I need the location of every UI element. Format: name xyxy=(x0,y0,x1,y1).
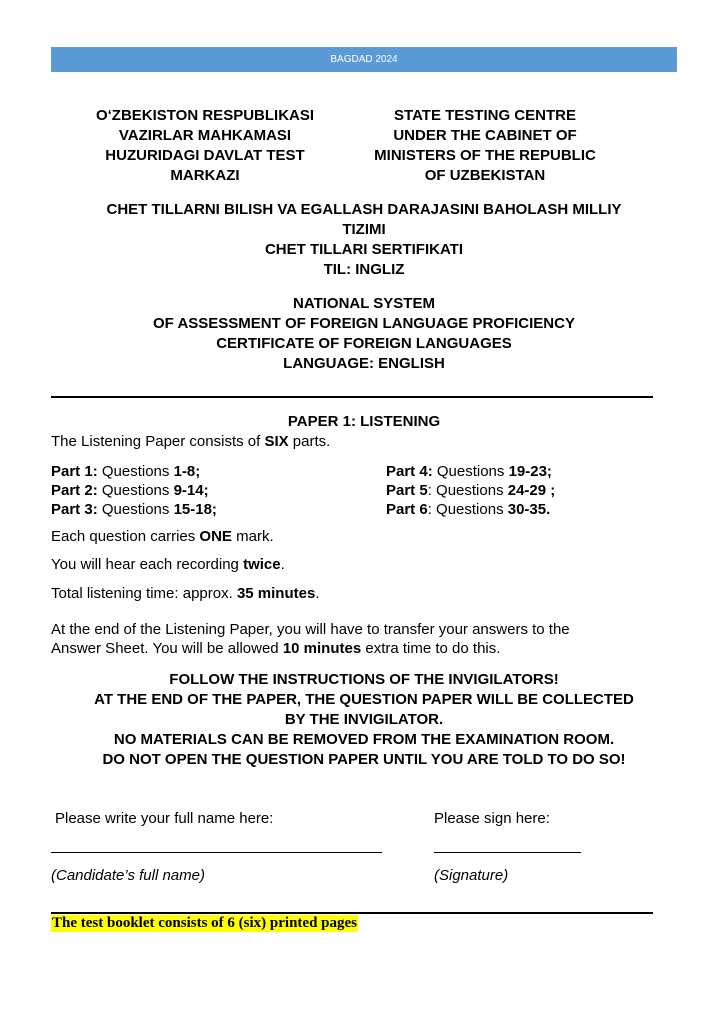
uz-title-line: CHET TILLARNI BILISH VA EGALLASH DARAJASINI BAHOLASH MILLIY xyxy=(106,201,622,218)
org-uz-line: HUZURIDAGI DAVLAT TEST xyxy=(105,147,305,164)
part-item: Part 2: Questions 9-14; xyxy=(51,482,209,499)
uz-title-line: CHET TILLARI SERTIFIKATI xyxy=(264,241,464,258)
warning-line: DO NOT OPEN THE QUESTION PAPER UNTIL YOU ARE TOLD TO DO SO! xyxy=(102,751,626,768)
org-en-line: MINISTERS OF THE REPUBLIC xyxy=(374,147,596,164)
warning-line: NO MATERIALS CAN BE REMOVED FROM THE EXAMINATION ROOM. xyxy=(113,731,615,748)
transfer-text: At the end of the Listening Paper, you will have to transfer your answers to the Answer Sheet. You will be allowed 10 minutes extra time to do this. xyxy=(51,621,570,657)
parts-list-right xyxy=(386,462,555,519)
time-text: Total listening time: approx. 35 minutes. xyxy=(51,585,320,602)
name-caption: (Candidate’s full name) xyxy=(51,867,205,884)
en-title-line: NATIONAL SYSTEM xyxy=(293,295,435,312)
divider-bottom xyxy=(51,912,653,914)
org-en-line: UNDER THE CABINET OF xyxy=(393,127,577,144)
warning-line: FOLLOW THE INSTRUCTIONS OF THE INVIGILATORS! xyxy=(169,671,559,688)
en-title-line: CERTIFICATE OF FOREIGN LANGUAGES xyxy=(216,335,512,352)
name-field[interactable] xyxy=(51,852,382,853)
part-item: Part 1: Questions 1-8; xyxy=(51,463,201,480)
org-en-line: STATE TESTING CENTRE xyxy=(394,107,576,124)
parts-list-left xyxy=(51,462,217,519)
organization-name-english xyxy=(340,106,630,186)
mark-text: Each question carries ONE mark. xyxy=(51,528,274,545)
signature-field[interactable] xyxy=(434,852,581,853)
header-banner: BAGDAD 2024 xyxy=(51,47,677,72)
invigilator-warnings xyxy=(40,670,688,770)
part-item: Part 4: Questions 19-23; xyxy=(386,463,552,480)
en-title-line: OF ASSESSMENT OF FOREIGN LANGUAGE PROFICIENCY xyxy=(153,315,575,332)
part-item: Part 6: Questions 30-35. xyxy=(386,501,551,518)
divider-top xyxy=(51,396,653,398)
org-uz-line: VAZIRLAR MAHKAMASI xyxy=(118,127,292,144)
recording-text: You will hear each recording twice. xyxy=(51,556,285,573)
part-item: Part 5: Questions 24-29 ; xyxy=(386,482,556,499)
org-uz-line: MARKAZI xyxy=(170,167,240,184)
organization-name-uzbek xyxy=(60,106,350,186)
signature-caption: (Signature) xyxy=(434,867,509,884)
sign-prompt: Please sign here: xyxy=(434,810,550,827)
org-uz-line: O‘ZBEKISTON RESPUBLIKASI xyxy=(95,107,315,124)
english-certificate-title xyxy=(40,294,688,374)
uzbek-certificate-title xyxy=(40,200,688,280)
name-prompt: Please write your full name here: xyxy=(55,810,274,827)
warning-line: BY THE INVIGILATOR. xyxy=(284,711,444,728)
uz-title-line: TIZIMI xyxy=(342,221,386,238)
warning-line: AT THE END OF THE PAPER, THE QUESTION PAPER WILL BE COLLECTED xyxy=(94,691,634,708)
org-en-line: OF UZBEKISTAN xyxy=(424,167,546,184)
part-item: Part 3: Questions 15-18; xyxy=(51,501,217,518)
booklet-pages-note: The test booklet consists of 6 (six) printed pages xyxy=(52,915,358,931)
en-title-line: LANGUAGE: ENGLISH xyxy=(283,355,445,372)
paper-title: PAPER 1: LISTENING xyxy=(287,413,441,430)
uz-title-line: TIL: INGLIZ xyxy=(323,261,405,278)
intro-text: The Listening Paper consists of SIX parts. xyxy=(51,433,331,450)
